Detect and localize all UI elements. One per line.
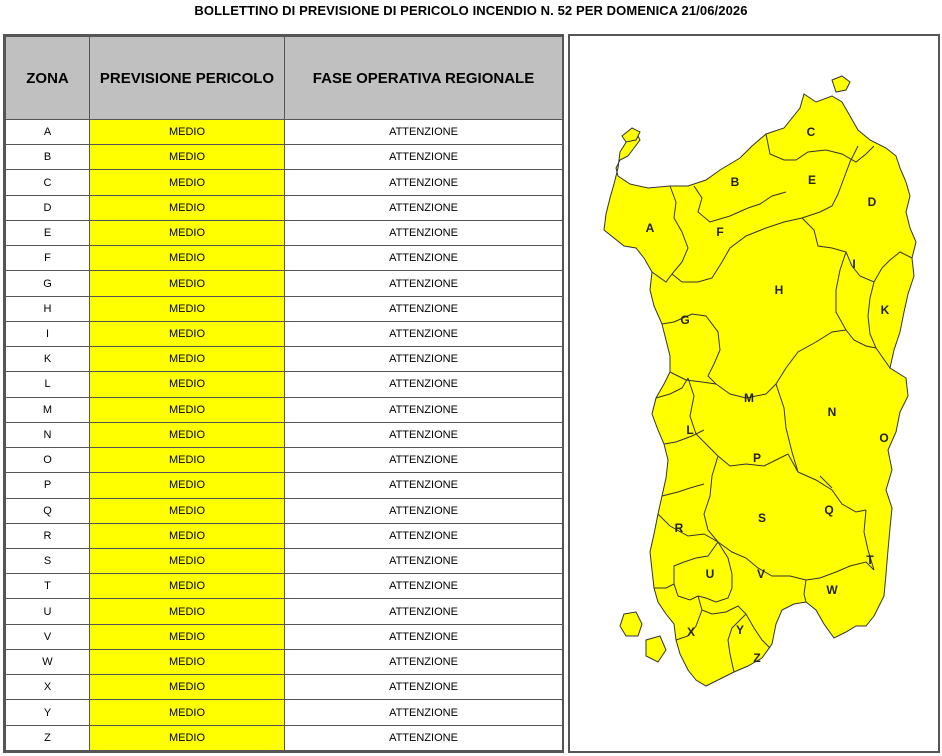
previsione-cell: MEDIO <box>90 296 285 321</box>
zona-cell: F <box>6 246 90 271</box>
fase-cell: ATTENZIONE <box>285 448 563 473</box>
previsione-cell: MEDIO <box>90 448 285 473</box>
previsione-cell: MEDIO <box>90 649 285 674</box>
zona-cell: G <box>6 271 90 296</box>
fase-cell: ATTENZIONE <box>285 574 563 599</box>
previsione-cell: MEDIO <box>90 473 285 498</box>
zona-cell: P <box>6 473 90 498</box>
zone-label-b: B <box>730 175 740 189</box>
fase-cell: ATTENZIONE <box>285 498 563 523</box>
table-row <box>6 448 563 473</box>
table-row <box>6 347 563 372</box>
previsione-cell: MEDIO <box>90 145 285 170</box>
table-row <box>6 574 563 599</box>
table-row <box>6 321 563 346</box>
zone-label-y: Y <box>735 623 745 637</box>
previsione-cell: MEDIO <box>90 624 285 649</box>
previsione-cell: MEDIO <box>90 574 285 599</box>
table-row <box>6 725 563 750</box>
zona-cell: D <box>6 195 90 220</box>
zona-cell: V <box>6 624 90 649</box>
zona-cell: Q <box>6 498 90 523</box>
header-fase: FASE OPERATIVA REGIONALE <box>285 37 563 120</box>
forecast-table <box>5 36 563 751</box>
table-row <box>6 170 563 195</box>
previsione-cell: MEDIO <box>90 347 285 372</box>
previsione-cell: MEDIO <box>90 599 285 624</box>
zona-cell: B <box>6 145 90 170</box>
sant-antioco-island <box>620 612 642 636</box>
previsione-cell: MEDIO <box>90 271 285 296</box>
table-header-row <box>6 37 563 120</box>
forecast-table-panel <box>3 34 564 753</box>
table-row <box>6 473 563 498</box>
zone-label-d: D <box>867 195 877 209</box>
table-row <box>6 498 563 523</box>
zona-cell: W <box>6 649 90 674</box>
fase-cell: ATTENZIONE <box>285 195 563 220</box>
zona-cell: R <box>6 523 90 548</box>
table-row <box>6 195 563 220</box>
zona-cell: H <box>6 296 90 321</box>
zona-cell: T <box>6 574 90 599</box>
previsione-cell: MEDIO <box>90 170 285 195</box>
fase-cell: ATTENZIONE <box>285 372 563 397</box>
zone-label-z: Z <box>753 651 761 665</box>
table-row <box>6 220 563 245</box>
zona-cell: K <box>6 347 90 372</box>
zone-label-g: G <box>680 313 690 327</box>
zone-label-n: N <box>827 405 837 419</box>
island-shape <box>604 94 916 686</box>
fase-cell: ATTENZIONE <box>285 296 563 321</box>
table-row <box>6 523 563 548</box>
table-row <box>6 599 563 624</box>
previsione-cell: MEDIO <box>90 321 285 346</box>
fase-cell: ATTENZIONE <box>285 624 563 649</box>
previsione-cell: MEDIO <box>90 120 285 145</box>
zone-label-i: I <box>852 257 856 271</box>
zone-label-r: R <box>674 521 684 535</box>
table-row <box>6 624 563 649</box>
table-row <box>6 422 563 447</box>
fase-cell: ATTENZIONE <box>285 271 563 296</box>
table-row <box>6 296 563 321</box>
table-row <box>6 271 563 296</box>
fase-cell: ATTENZIONE <box>285 548 563 573</box>
san-pietro-island <box>646 636 666 662</box>
table-row <box>6 372 563 397</box>
zona-cell: N <box>6 422 90 447</box>
zone-label-w: W <box>826 583 838 597</box>
zona-cell: A <box>6 120 90 145</box>
header-zona: ZONA <box>6 37 90 120</box>
previsione-cell: MEDIO <box>90 195 285 220</box>
zone-label-t: T <box>866 553 874 567</box>
previsione-cell: MEDIO <box>90 675 285 700</box>
zone-label-o: O <box>879 431 889 445</box>
zona-cell: L <box>6 372 90 397</box>
fase-cell: ATTENZIONE <box>285 145 563 170</box>
previsione-cell: MEDIO <box>90 246 285 271</box>
fase-cell: ATTENZIONE <box>285 120 563 145</box>
zone-label-h: H <box>774 283 784 297</box>
fase-cell: ATTENZIONE <box>285 397 563 422</box>
zona-cell: M <box>6 397 90 422</box>
fase-cell: ATTENZIONE <box>285 246 563 271</box>
table-row <box>6 700 563 725</box>
zona-cell: U <box>6 599 90 624</box>
table-row <box>6 397 563 422</box>
previsione-cell: MEDIO <box>90 220 285 245</box>
fase-cell: ATTENZIONE <box>285 649 563 674</box>
fase-cell: ATTENZIONE <box>285 523 563 548</box>
zona-cell: C <box>6 170 90 195</box>
table-row <box>6 246 563 271</box>
table-row <box>6 548 563 573</box>
fase-cell: ATTENZIONE <box>285 473 563 498</box>
fase-cell: ATTENZIONE <box>285 347 563 372</box>
table-row <box>6 120 563 145</box>
zone-label-l: L <box>686 423 694 437</box>
zone-label-v: V <box>756 567 766 581</box>
zone-label-c: C <box>806 125 816 139</box>
fase-cell: ATTENZIONE <box>285 599 563 624</box>
zone-label-q: Q <box>824 503 834 517</box>
zone-label-s: S <box>757 511 767 525</box>
zona-cell: S <box>6 548 90 573</box>
fase-cell: ATTENZIONE <box>285 725 563 750</box>
sardinia-map <box>570 36 938 751</box>
fase-cell: ATTENZIONE <box>285 321 563 346</box>
header-previsione: PREVISIONE PERICOLO <box>90 37 285 120</box>
previsione-cell: MEDIO <box>90 372 285 397</box>
table-row <box>6 675 563 700</box>
zone-label-f: F <box>716 225 724 239</box>
zone-label-x: X <box>686 625 696 639</box>
table-row <box>6 649 563 674</box>
fase-cell: ATTENZIONE <box>285 675 563 700</box>
zona-cell: E <box>6 220 90 245</box>
zone-label-p: P <box>752 451 762 465</box>
previsione-cell: MEDIO <box>90 548 285 573</box>
previsione-cell: MEDIO <box>90 498 285 523</box>
la-maddalena-islands <box>832 76 850 92</box>
previsione-cell: MEDIO <box>90 422 285 447</box>
fase-cell: ATTENZIONE <box>285 700 563 725</box>
zone-label-u: U <box>705 567 715 581</box>
table-row <box>6 145 563 170</box>
zone-label-m: M <box>744 391 754 405</box>
zone-label-k: K <box>880 303 890 317</box>
fase-cell: ATTENZIONE <box>285 220 563 245</box>
fase-cell: ATTENZIONE <box>285 170 563 195</box>
zona-cell: I <box>6 321 90 346</box>
zone-label-a: A <box>645 221 655 235</box>
zona-cell: Y <box>6 700 90 725</box>
previsione-cell: MEDIO <box>90 700 285 725</box>
zone-label-e: E <box>807 173 817 187</box>
previsione-cell: MEDIO <box>90 523 285 548</box>
zona-cell: O <box>6 448 90 473</box>
zona-cell: X <box>6 675 90 700</box>
sardinia-map-panel <box>568 34 940 753</box>
bulletin-title: BOLLETTINO DI PREVISIONE DI PERICOLO INCENDIO N. 52 PER DOMENICA 21/06/2026 <box>194 3 748 18</box>
previsione-cell: MEDIO <box>90 725 285 750</box>
zona-cell: Z <box>6 725 90 750</box>
previsione-cell: MEDIO <box>90 397 285 422</box>
fase-cell: ATTENZIONE <box>285 422 563 447</box>
